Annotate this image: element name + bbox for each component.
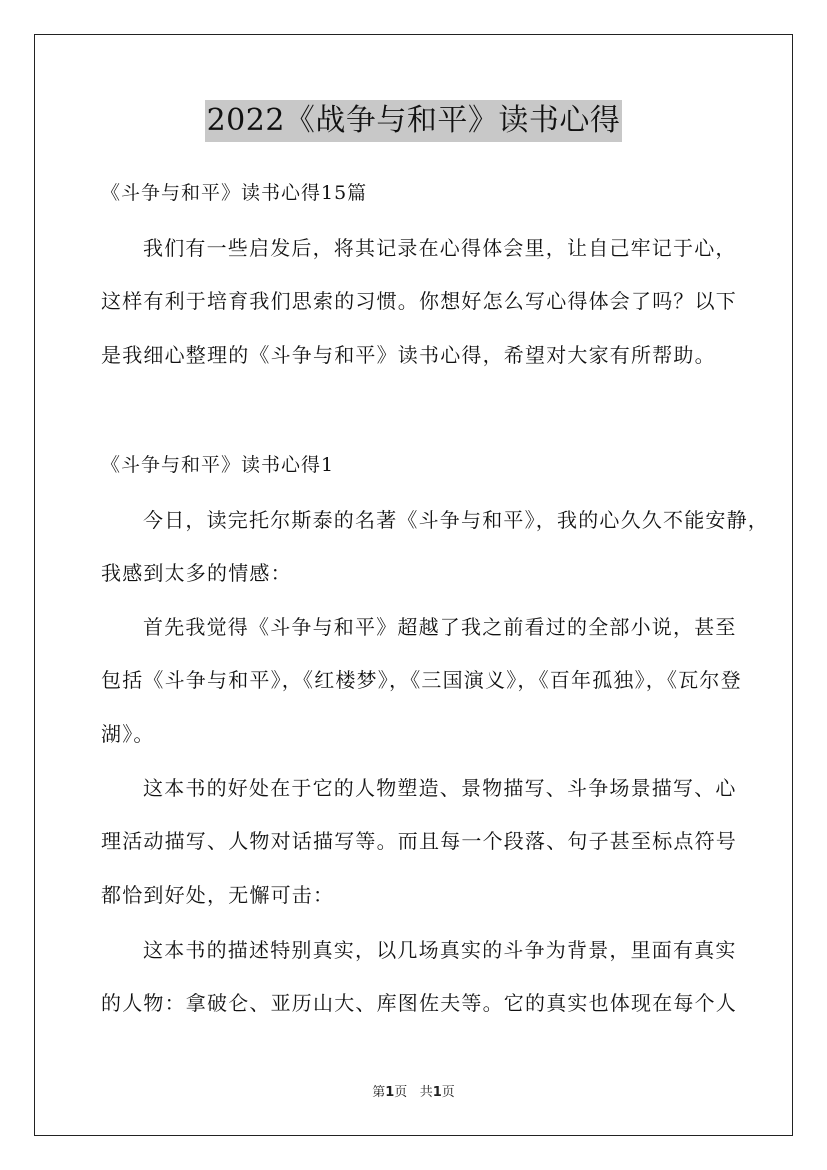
document-title <box>0 100 827 142</box>
paragraph-line: 首先我觉得《斗争与和平》超越了我之前看过的全部小说，甚至 <box>143 615 737 639</box>
total-prefix: 共 <box>419 1085 433 1100</box>
paragraph-line: 我们有一些启发后，将其记录在心得体会里，让自己牢记于心， <box>143 236 737 260</box>
total-number: 1 <box>432 1085 442 1100</box>
page-prefix: 第 <box>372 1085 386 1100</box>
paragraph-line: 湖》。 <box>101 722 155 746</box>
paragraph-line: 的人物：拿破仑、亚历山大、库图佐夫等。它的真实也体现在每个人 <box>101 991 737 1015</box>
paragraph-line: 这本书的好处在于它的人物塑造、景物描写、斗争场景描写、心 <box>143 776 737 800</box>
paragraph-line: 这本书的描述特别真实，以几场真实的斗争为背景，里面有真实 <box>143 938 737 962</box>
paragraph-line: 都恰到好处，无懈可击： <box>101 883 335 907</box>
page-number: 1 <box>385 1085 395 1100</box>
document-subtitle: 《斗争与和平》读书心得15篇 <box>101 182 368 204</box>
section-heading: 《斗争与和平》读书心得1 <box>101 454 335 476</box>
paragraph-line: 今日，读完托尔斯泰的名著《斗争与和平》，我的心久久不能安静， <box>143 508 769 532</box>
paragraph-line: 包括《斗争与和平》，《红楼梦》，《三国演义》，《百年孤独》，《瓦尔登 <box>101 668 742 692</box>
paragraph-line: 这样有利于培育我们思索的习惯。你想好怎么写心得体会了吗？以下 <box>101 289 737 313</box>
paragraph-line: 理活动描写、人物对话描写等。而且每一个段落、句子甚至标点符号 <box>101 829 737 853</box>
page-footer <box>0 1084 827 1102</box>
page-suffix: 页 <box>394 1085 408 1100</box>
document-title-text: 2022《战争与和平》读书心得 <box>205 100 623 142</box>
paragraph-line: 我感到太多的情感： <box>101 561 292 585</box>
total-suffix: 页 <box>441 1085 455 1100</box>
paragraph-line: 是我细心整理的《斗争与和平》读书心得，希望对大家有所帮助。 <box>101 343 716 367</box>
